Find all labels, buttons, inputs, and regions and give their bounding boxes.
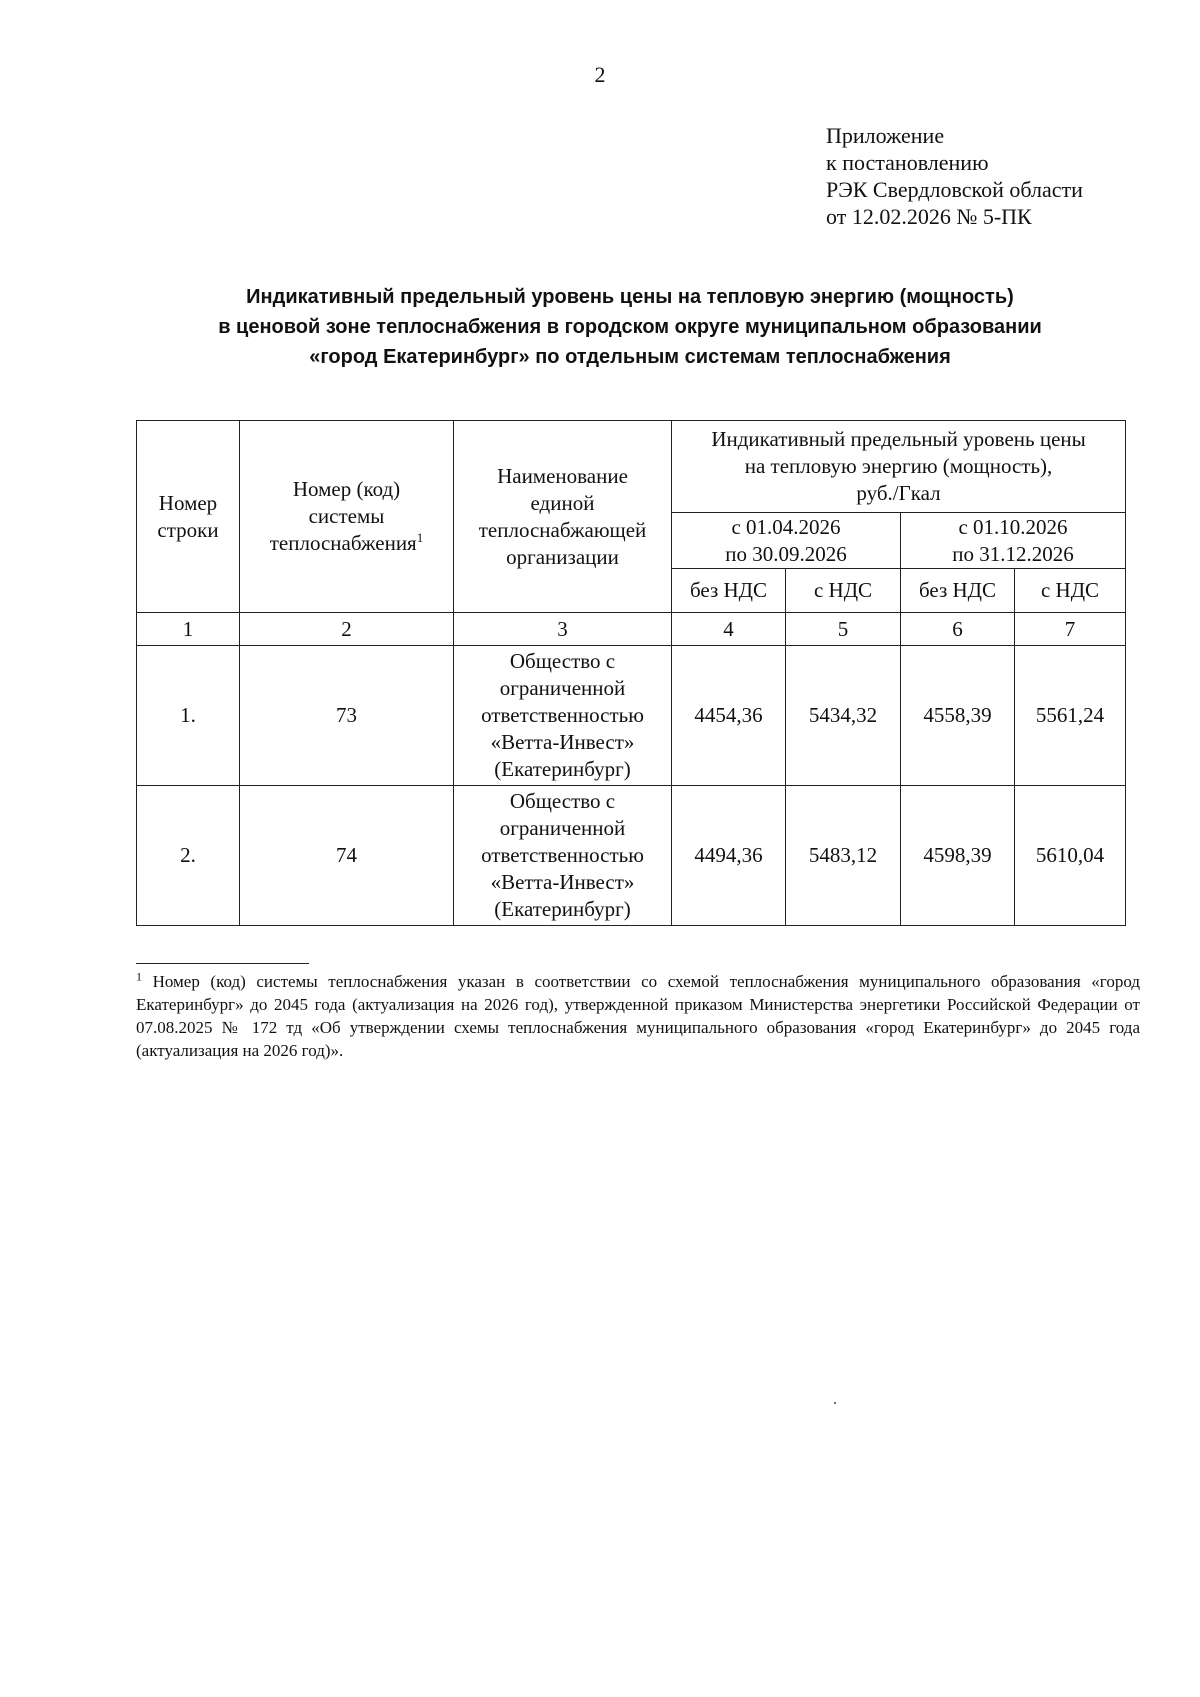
- header-with-vat: с НДС: [786, 569, 901, 613]
- org-line: ответственностью: [481, 843, 644, 867]
- org-line: «Ветта-Инвест»: [490, 870, 635, 894]
- column-number: 2: [240, 613, 454, 646]
- header-text: теплоснабжающей: [478, 517, 647, 542]
- header-system-code: [240, 421, 454, 613]
- scan-speck: [834, 1402, 836, 1404]
- header-text: с 01.10.2026: [958, 514, 1068, 539]
- cell-price: 5561,24: [1015, 646, 1126, 786]
- appendix-line: от 12.02.2026 № 5-ПК: [826, 204, 1032, 229]
- appendix-line: к постановлению: [826, 150, 989, 175]
- column-numbers-row: [137, 613, 1126, 646]
- cell-price: 4598,39: [901, 786, 1015, 926]
- header-row-number: [137, 421, 240, 613]
- header-without-vat: без НДС: [901, 569, 1015, 613]
- cell-price: 4454,36: [672, 646, 786, 786]
- cell-price: 5483,12: [786, 786, 901, 926]
- header-text: Наименование: [497, 463, 628, 488]
- cell-row-number: 1.: [137, 646, 240, 786]
- header-text: с 01.04.2026: [731, 514, 841, 539]
- column-number: 7: [1015, 613, 1126, 646]
- footnote-divider: [136, 963, 309, 964]
- org-line: ограниченной: [499, 816, 626, 840]
- header-with-vat: с НДС: [1015, 569, 1126, 613]
- column-number: 3: [454, 613, 672, 646]
- header-text: Номер: [158, 490, 218, 515]
- column-number: 1: [137, 613, 240, 646]
- column-number: 6: [901, 613, 1015, 646]
- appendix-line: Приложение: [826, 123, 945, 148]
- cell-organization: [454, 646, 672, 786]
- appendix-line: РЭК Свердловской области: [826, 177, 1083, 202]
- header-text: единой: [530, 490, 595, 515]
- column-number: 5: [786, 613, 901, 646]
- org-line: (Екатеринбург): [494, 897, 631, 921]
- table-row: [137, 786, 1126, 926]
- header-text: по 31.12.2026: [952, 541, 1074, 566]
- org-line: Общество с: [509, 649, 616, 673]
- header-text: Номер (код): [292, 477, 401, 501]
- header-text: организации: [506, 544, 619, 569]
- org-line: (Екатеринбург): [494, 757, 631, 781]
- title-line: Индикативный предельный уровень цены на тепловую энергию (мощность): [246, 286, 1014, 308]
- header-text: руб./Гкал: [856, 481, 941, 505]
- org-line: ответственностью: [481, 703, 644, 727]
- org-line: «Ветта-Инвест»: [490, 730, 635, 754]
- org-line: Общество с: [509, 789, 616, 813]
- title-line: «город Екатеринбург» по отдельным системам теплоснабжения: [309, 346, 951, 368]
- header-text: по 30.09.2026: [725, 541, 847, 566]
- document-title: [130, 282, 1130, 372]
- header-text: системы: [308, 504, 385, 528]
- footnote-reference: 1: [416, 530, 424, 545]
- header-period-1: [672, 513, 901, 569]
- cell-price: 5434,32: [786, 646, 901, 786]
- header-without-vat: без НДС: [672, 569, 786, 613]
- page-number: 2: [594, 62, 606, 87]
- table-row: [137, 646, 1126, 786]
- org-line: ограниченной: [499, 676, 626, 700]
- cell-system-code: 74: [240, 786, 454, 926]
- footnote-mark: 1: [136, 969, 142, 984]
- appendix-block: [826, 122, 1083, 230]
- cell-system-code: 73: [240, 646, 454, 786]
- header-text: на тепловую энергию (мощность),: [744, 454, 1053, 478]
- footnote: [136, 970, 1140, 1062]
- header-organization: [454, 421, 672, 613]
- column-number: 4: [672, 613, 786, 646]
- cell-price: 4494,36: [672, 786, 786, 926]
- footnote-text: Номер (код) системы теплоснабжения указан в соответствии со схемой теплоснабжения муниципального образования «город Екатеринбург» до 2045 года (актуализация на 2026 год), утвержденной приказом Министерства энергетики Российской Федерации от 07.08.2025 № 172 тд «Об утверждении схемы теплоснабжения муниципального образования «город Екатеринбург» до 2045 года (актуализация на 2026 год)».: [136, 972, 1141, 1060]
- cell-row-number: 2.: [137, 786, 240, 926]
- header-period-2: [901, 513, 1126, 569]
- title-line: в ценовой зоне теплоснабжения в городском округе муниципальном образовании: [218, 316, 1042, 338]
- cell-price: 5610,04: [1015, 786, 1126, 926]
- cell-price: 4558,39: [901, 646, 1015, 786]
- header-text: [244, 530, 449, 557]
- price-table: [136, 420, 1126, 926]
- header-text: теплоснабжения: [269, 531, 417, 555]
- cell-organization: [454, 786, 672, 926]
- header-text: строки: [157, 517, 219, 542]
- header-price-level: [672, 421, 1126, 513]
- header-text: Индикативный предельный уровень цены: [711, 427, 1086, 451]
